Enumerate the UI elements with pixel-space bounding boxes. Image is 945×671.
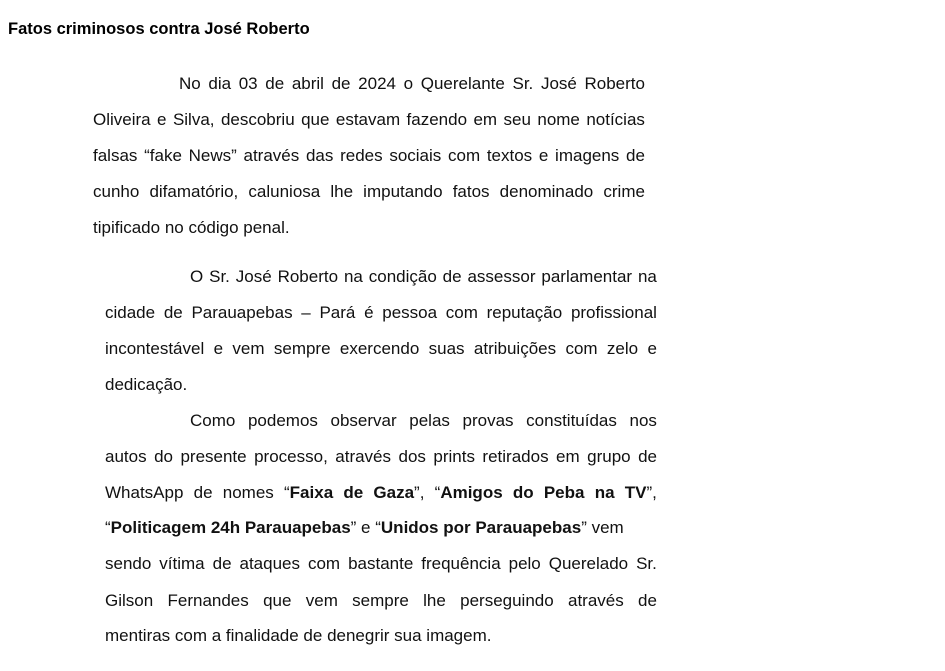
word: Peba	[543, 483, 585, 502]
paragraph-line	[190, 409, 657, 433]
word: condição	[368, 267, 437, 286]
word: redes	[340, 146, 383, 165]
word: Gaza”,	[373, 483, 425, 502]
word: TV”,	[624, 483, 657, 502]
paragraph-line	[93, 108, 645, 132]
word: News”	[188, 146, 237, 165]
word: suas	[428, 339, 465, 358]
paragraph-line	[105, 552, 657, 576]
word: reputação	[486, 303, 563, 322]
word: com	[445, 303, 478, 322]
whatsapp-group-name: Unidos por Parauapebas	[380, 518, 582, 537]
word: através	[568, 591, 624, 610]
word: o	[403, 74, 414, 93]
word: Parauapebas	[191, 303, 293, 322]
paragraph-line: dedicação.	[105, 375, 188, 394]
word: frequência	[421, 554, 501, 573]
word: de	[331, 74, 351, 93]
word: vítima	[159, 554, 205, 573]
word: profissional	[570, 303, 657, 322]
word: das	[305, 146, 334, 165]
word: caluniosa	[248, 182, 321, 201]
paragraph-line	[105, 589, 657, 613]
word: presente	[180, 447, 247, 466]
word: “Amigos	[434, 483, 503, 502]
word: notícias	[586, 110, 645, 129]
word: 03	[238, 74, 258, 93]
word: do	[154, 447, 173, 466]
word: imagens	[555, 146, 620, 165]
paragraph-line	[93, 180, 645, 204]
word: é	[364, 303, 374, 322]
word: incontestável	[105, 339, 205, 358]
word: crime	[603, 182, 645, 201]
word: em	[556, 447, 580, 466]
word: prints	[433, 447, 475, 466]
word: fazendo	[406, 110, 468, 129]
word: retirados	[482, 447, 549, 466]
word: imputando	[363, 182, 443, 201]
word: 2024	[358, 74, 396, 93]
word: pessoa	[382, 303, 438, 322]
word: Roberto	[277, 267, 339, 286]
word: atribuições	[473, 339, 557, 358]
word: na	[637, 267, 657, 286]
word: Querelado	[548, 554, 629, 573]
word: “Faixa	[284, 483, 334, 502]
paragraph-line	[93, 144, 645, 168]
word: nome	[537, 110, 580, 129]
word: de	[212, 554, 232, 573]
word: do	[512, 483, 534, 502]
paragraph-1	[93, 72, 645, 242]
paragraph-line: tipificado no código penal.	[93, 218, 290, 237]
word: e	[538, 146, 549, 165]
paragraph-line	[105, 301, 657, 325]
word: de	[163, 303, 183, 322]
word: –	[301, 303, 311, 322]
word: Roberto	[584, 74, 645, 93]
word: nomes	[222, 483, 274, 502]
word: Silva,	[172, 110, 215, 129]
word: ataques	[239, 554, 300, 573]
word: de	[626, 146, 645, 165]
word: e	[157, 110, 167, 129]
paragraph-line	[179, 72, 645, 96]
word: pelo	[508, 554, 541, 573]
paragraph-line	[190, 265, 657, 289]
word: de	[193, 483, 213, 502]
word: de	[442, 267, 462, 286]
word: Como	[190, 411, 236, 430]
word: com	[447, 146, 481, 165]
word: falsas	[93, 146, 138, 165]
word: cidade	[105, 303, 156, 322]
word: de	[343, 483, 364, 502]
word: Sr.	[512, 74, 534, 93]
word: Sr.	[636, 554, 657, 573]
word: Sr.	[209, 267, 230, 286]
word: Oliveira	[93, 110, 151, 129]
word: em	[473, 110, 498, 129]
word: através	[335, 447, 392, 466]
word: constituídas	[526, 411, 617, 430]
word: No	[179, 74, 201, 93]
word: e	[213, 339, 224, 358]
word: com	[565, 339, 598, 358]
paragraph-line	[105, 337, 657, 361]
word: zelo	[606, 339, 639, 358]
word: dos	[398, 447, 426, 466]
word: difamatório,	[149, 182, 239, 201]
word: autos	[105, 447, 147, 466]
word: perseguindo	[460, 591, 554, 610]
word: sempre	[273, 339, 331, 358]
word: O	[190, 267, 204, 286]
word: e	[647, 339, 657, 358]
word: descobriu	[220, 110, 295, 129]
word: bastante	[348, 554, 414, 573]
word: sociais	[389, 146, 442, 165]
word: assessor	[467, 267, 536, 286]
paragraph-line: mentiras com a finalidade de denegrir sua imagem.	[105, 626, 492, 645]
word: na	[594, 483, 615, 502]
word: lhe	[330, 182, 354, 201]
word: processo,	[254, 447, 328, 466]
word: exercendo	[339, 339, 420, 358]
paragraph-2	[105, 265, 657, 405]
word: lhe	[423, 591, 446, 610]
word: cunho	[93, 182, 140, 201]
word: de	[265, 74, 285, 93]
word: “fake	[144, 146, 182, 165]
word: abril	[291, 74, 324, 93]
word: vem	[305, 591, 338, 610]
word: Querelante	[420, 74, 505, 93]
word: podemos	[247, 411, 318, 430]
word: de	[638, 447, 657, 466]
word: sempre	[352, 591, 409, 610]
word: WhatsApp	[105, 483, 184, 502]
paragraph-line: “Politicagem 24h Parauapebas” e “Unidos por Parauapebas” vem	[105, 518, 624, 537]
word: na	[343, 267, 363, 286]
paragraph-line	[105, 445, 657, 469]
whatsapp-group-name: Politicagem 24h Parauapebas	[110, 518, 351, 537]
word: nos	[629, 411, 657, 430]
word: Pará	[319, 303, 356, 322]
word: com	[307, 554, 341, 573]
word: textos	[486, 146, 533, 165]
word: parlamentar	[541, 267, 633, 286]
word: provas	[462, 411, 514, 430]
word: denominado	[499, 182, 594, 201]
word: seu	[503, 110, 531, 129]
paragraph-line	[105, 481, 657, 505]
word: pelas	[409, 411, 450, 430]
word: fatos	[452, 182, 490, 201]
paragraph-3	[105, 409, 657, 654]
section-heading: Fatos criminosos contra José Roberto	[8, 20, 310, 38]
word: observar	[330, 411, 397, 430]
word: estavam	[335, 110, 401, 129]
word: que	[301, 110, 330, 129]
word: José	[540, 74, 577, 93]
word: vem	[232, 339, 265, 358]
word: grupo	[587, 447, 631, 466]
word: através	[243, 146, 300, 165]
word: Gilson	[105, 591, 154, 610]
word: dia	[208, 74, 232, 93]
word: que	[263, 591, 292, 610]
word: Fernandes	[167, 591, 249, 610]
word: de	[638, 591, 657, 610]
word: José	[235, 267, 272, 286]
word: sendo	[105, 554, 152, 573]
